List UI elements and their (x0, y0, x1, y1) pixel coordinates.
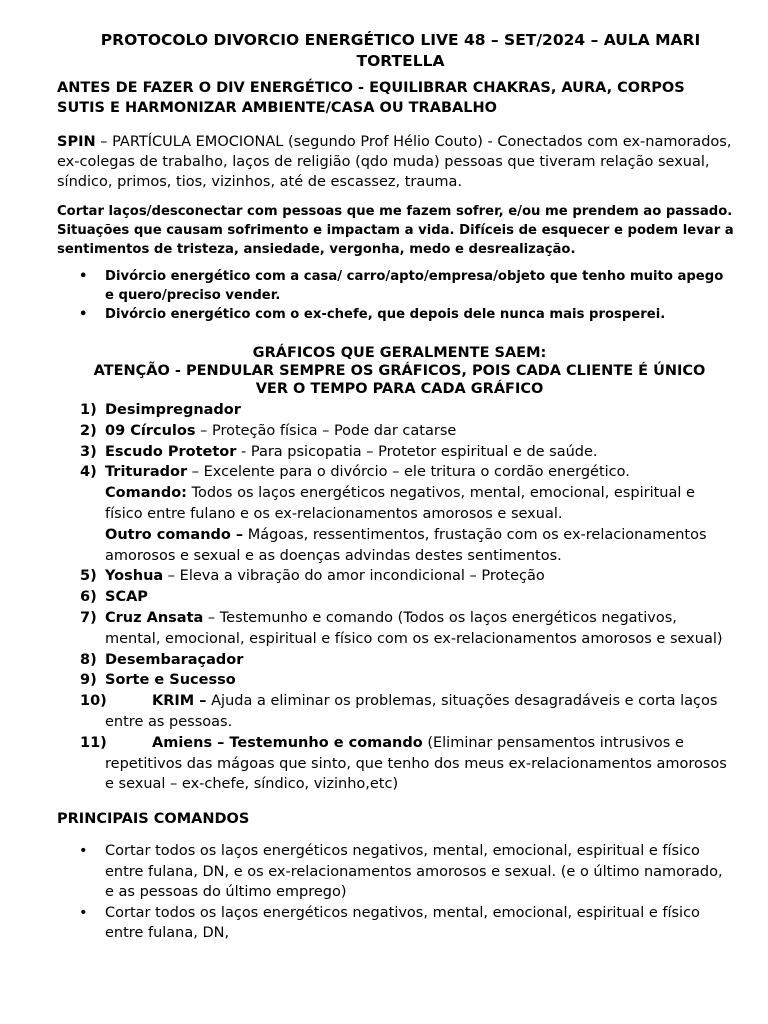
main-commands-heading: PRINCIPAIS COMANDOS (57, 811, 250, 828)
bullet-icon: • (79, 843, 88, 860)
spin-text: – PARTÍCULA EMOCIONAL (segundo Prof Hélio Couto) - Conectados com ex-namorados, ex-colegas de trabalho, laços de religião (qdo muda) pessoas que tiveram relação sexual, síndico, primos, tios, vizinhos, até de escassez, trauma. (57, 134, 732, 190)
cut-ties-paragraph: Cortar laços/desconectar com pessoas que me fazem sofrer, e/ou me prendem ao passado. Situações que causam sofrimento e impactam a vida. Difíceis de esquecer e podem levar a sentimentos de tristeza, ansiedade, vergonha, medo e desrealização. (57, 204, 734, 257)
list-item: 6) SCAP (80, 589, 148, 606)
list-item: 11) Amiens – Testemunho e comando (Eliminar pensamentos intrusivos e repetitivos das mágoas que sinto, que tenho dos meus ex-relacionamentos amorosos e sexual – ex-chefe, síndico, vizinho,etc) (80, 734, 727, 793)
list-item: • Divórcio energético com o ex-chefe, que depois dele nunca mais prosperei. (79, 307, 666, 322)
graphics-heading (57, 344, 734, 398)
document-title: PROTOCOLO DIVORCIO ENERGÉTICO LIVE 48 – SET/2024 – AULA MARI TORTELLA (100, 31, 701, 70)
bullet-icon: • (79, 307, 88, 322)
list-item: 8) Desembaraçador (80, 651, 244, 668)
graphics-list (57, 400, 734, 795)
divorce-bullet-list (57, 267, 734, 324)
triturador-other-command: Outro comando – Mágoas, ressentimentos, frustação com os ex-relacionamentos amorosos e sexual e as doenças advindas destes sentimentos. (105, 526, 707, 564)
pre-divorce-heading: ANTES DE FAZER O DIV ENERGÉTICO - EQUILIBRAR CHAKRAS, AURA, CORPOS SUTIS E HARMONIZAR AMBIENTE/CASA OU TRABALHO (57, 80, 685, 116)
graphics-heading-line-1: GRÁFICOS QUE GERALMENTE SAEM: (252, 345, 547, 361)
triturador-command: Comando: Todos os laços energéticos negativos, mental, emocional, espiritual e físico entre fulano e os ex-relacionamentos amorosos e sexual. (105, 485, 695, 522)
spin-paragraph (57, 132, 734, 192)
list-item: 5) Yoshua – Eleva a vibração do amor incondicional – Proteção (80, 568, 545, 585)
list-item: 9) Sorte e Sucesso (80, 672, 236, 689)
graphics-heading-line-2: ATENÇÃO - PENDULAR SEMPRE OS GRÁFICOS, POIS CADA CLIENTE É ÚNICO (93, 363, 706, 379)
list-item: 1) Desimpregnador (80, 402, 241, 418)
list-item: 2) 09 Círculos – Proteção física – Pode dar catarse (80, 422, 457, 439)
bullet-icon: • (79, 269, 88, 284)
list-item: • Divórcio energético com a casa/ carro/apto/empresa/objeto que tenho muito apego e quero/preciso vender. (79, 269, 724, 303)
list-item: 4) Triturador – Excelente para o divórcio – ele tritura o cordão energético. Comando: Todos os laços energéticos negativos, mental, emocional, espiritual e físico entre fulano e os ex-relacionamentos amorosos e sexual. Outro comando – Mágoas, ressentimentos, frustação com os ex-relacionamentos amorosos e sexual e as doenças advindas destes sentimentos. (57, 462, 734, 566)
list-item: • Cortar todos os laços energéticos negativos, mental, emocional, espiritual e físico entre fulana, DN, e os ex-relacionamentos amorosos e sexual. (e o último namorado, e as pessoas do último emprego) (79, 843, 723, 901)
list-item: 7) Cruz Ansata – Testemunho e comando (Todos os laços energéticos negativos, mental, emocional, espiritual e físico com os ex-relacionamentos amorosos e sexual) (80, 609, 723, 647)
bullet-icon: • (79, 904, 88, 921)
list-item: 3) Escudo Protetor - Para psicopatia – Protetor espiritual e de saúde. (80, 443, 598, 460)
list-item: • Cortar todos os laços energéticos negativos, mental, emocional, espiritual e físico entre fulana, DN, (79, 904, 700, 942)
graphics-heading-line-3: VER O TEMPO PARA CADA GRÁFICO (255, 381, 544, 397)
commands-list (57, 841, 734, 944)
list-item: 10) KRIM – Ajuda a eliminar os problemas, situações desagradáveis e corta laços entre as pessoas. (80, 693, 718, 730)
spin-label: SPIN (57, 134, 96, 150)
